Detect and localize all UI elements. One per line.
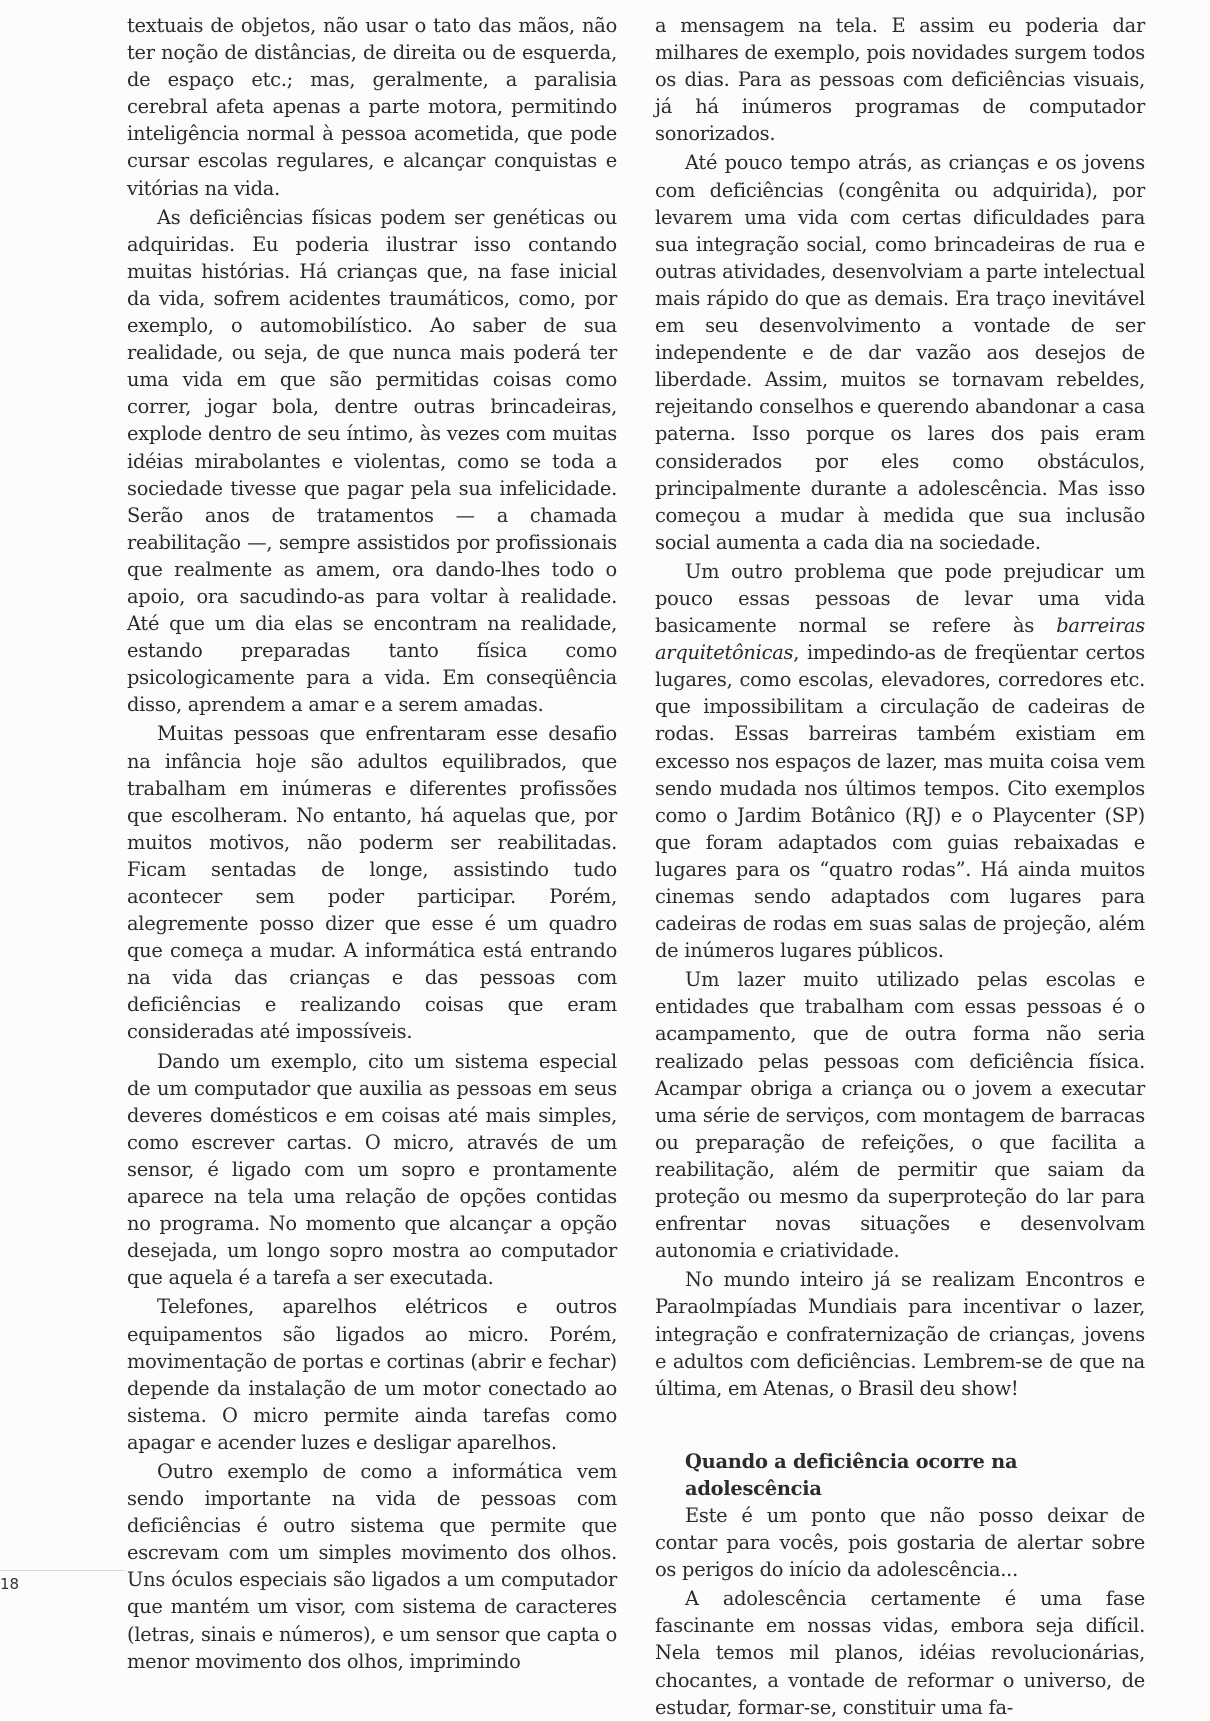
paragraph-text: , impedindo-as de freqüentar certos lugares, como escolas, elevadores, corredores etc. que impossibilitam a circulação de cadeiras de rodas. Essas barreiras também existiam em excesso nos espaços de lazer, mas muita coisa vem sendo mudada nos últimos tempos. Cito exemplos como o Jardim Botânico (RJ) e o Playcenter (SP) que foram adaptados com guias rebaixadas e lugares para os “quatro rodas”. Há ainda muitos cinemas sendo adaptados com lugares para cadeiras de rodas em suas salas de projeção, além de inúmeros lugares públicos. [655, 641, 1145, 963]
paragraph: Um lazer muito utilizado pelas escolas e entidades que trabalham com essas pessoas é o acampamento, que de outra forma não seria realizado pelas pessoas com deficiência física. Acampar obriga a criança ou o jovem a executar uma série de serviços, com montagem de barracas ou preparação de refeições, o que facilita a reabilitação, além de permitir que saiam da proteção ou mesmo da superproteção do lar para enfrentar novas situações e desenvolvam autonomia e criatividade. [655, 968, 1145, 1263]
left-column [127, 12, 617, 1675]
paragraph-text: Um outro problema que pode prejudicar um pouco essas pessoas de levar uma vida basicamente normal se refere às [655, 559, 1145, 638]
divider [0, 1570, 125, 1571]
paragraph: Até pouco tempo atrás, as crianças e os jovens com deficiências (congênita ou adquirida), por levarem uma vida com certas dificuldades para sua integração social, como brincadeiras de rua e outras atividades, desenvolviam a parte intelectual mais rápido do que as demais. Era traço inevitável em seu desenvolvimento a vontade de ser independente e de dar vazão aos desejos de liberdade. Assim, muitos se tornavam rebeldes, rejeitando conselhos e querendo abandonar a casa paterna. Isso porque os lares dos pais eram considerados por eles como obstáculos, principalmente durante a adolescência. Mas isso começou a mudar à medida que sua inclusão social aumenta a cada dia na sociedade. [655, 151, 1145, 554]
paragraph [655, 558, 1145, 964]
paragraph: Este é um ponto que não posso deixar de contar para vocês, pois gostaria de alertar sobre os perigos do início da adolescência... [655, 1503, 1145, 1582]
paragraph: Muitas pessoas que enfrentaram esse desafio na infância hoje são adultos equilibrados, que trabalham em inúmeras e diferentes profissões que escolheram. No entanto, há aquelas que, por muitos motivos, não poderm ser reabilitadas. Ficam sentadas de longe, assistindo tudo acontecer sem poder participar. Porém, alegremente posso dizer que esse é um quadro que começa a mudar. A informática está entrando na vida das crianças e das pessoas com deficiências e realizando coisas que eram consideradas até impossíveis. [127, 722, 617, 1044]
emphasis-text: barreiras arquitetônicas [655, 614, 1145, 665]
paragraph: No mundo inteiro já se realizam Encontros e Paraolmpíadas Mundiais para incentivar o lazer, integração e confraternização de crianças, jovens e adultos com deficiências. Lembrem-se de que na última, em Atenas, o Brasil deu show! [655, 1268, 1145, 1400]
paragraph: A adolescência certamente é uma fase fascinante em nossas vidas, embora seja difícil. Nela temos mil planos, idéias revolucionárias, chocantes, a vontade de reformar o universo, de estudar, formar-se, constituir uma fa- [655, 1587, 1145, 1719]
right-column [655, 12, 1145, 1721]
paragraph: Telefones, aparelhos elétricos e outros equipamentos são ligados ao micro. Porém, movimentação de portas e cortinas (abrir e fechar) depende da instalação de um motor conectado ao sistema. O micro permite ainda tarefas como apagar e acender luzes e desligar aparelhos. [127, 1295, 617, 1454]
paragraph: a mensagem na tela. E assim eu poderia dar milhares de exemplo, pois novidades surgem todos os dias. Para as pessoas com deficiências visuais, já há inúmeros programas de computador sonorizados. [655, 14, 1145, 146]
paragraph: textuais de objetos, não usar o tato das mãos, não ter noção de distâncias, de direita ou de esquerda, de espaço etc.; mas, geralmente, a paralisia cerebral afeta apenas a parte motora, permitindo inteligência normal à pessoa acometida, que pode cursar escolas regulares, e alcançar conquistas e vitórias na vida. [127, 14, 617, 200]
paragraph: Dando um exemplo, cito um sistema especial de um computador que auxilia as pessoas em seus deveres domésticos e em coisas até mais simples, como escrever cartas. O micro, através de um sensor, é ligado com um sopro e prontamente aparece na tela uma relação de opções contidas no programa. No momento que alcançar a opção desejada, um longo sopro mostra ao computador que aquela é a tarefa a ser executada. [127, 1049, 617, 1290]
paragraph: Outro exemplo de como a informática vem sendo importante na vida de pessoas com deficiências é outro sistema que permite que escrevam com um simples movimento dos olhos. Uns óculos especiais são ligados a um computador que mantém um visor, com sistema de caracteres (letras, sinais e números), e um sensor que capta o menor movimento dos olhos, imprimindo [127, 1459, 617, 1673]
paragraph: As deficiências físicas podem ser genéticas ou adquiridas. Eu poderia ilustrar isso contando muitas histórias. Há crianças que, na fase inicial da vida, sofrem acidentes traumáticos, como, por exemplo, o automobilístico. Ao saber de sua realidade, ou seja, de que nunca mais poderá ter uma vida em que são permitidas coisas como correr, jogar bola, dentre outras brincadeiras, explode dentro de seu íntimo, às vezes com muitas idéias mirabolantes e violentas, como se toda a sociedade tivesse que pagar pela sua infelicidade. Serão anos de tratamentos — a chamada reabilitação —, sempre assistidos por profissionais que realmente as amem, ora dando-lhes todo o apoio, ora sacudindo-as para voltar à realidade. Até que um dia elas se encontram na realidade, estando preparadas tanto física como psicologicamente para a vida. Em conseqüência disso, aprendem a amar e a serem amadas. [127, 205, 617, 717]
page-number: 18 [0, 1575, 20, 1593]
section-heading: Quando a deficiência ocorre na adolescência [685, 1449, 1018, 1500]
